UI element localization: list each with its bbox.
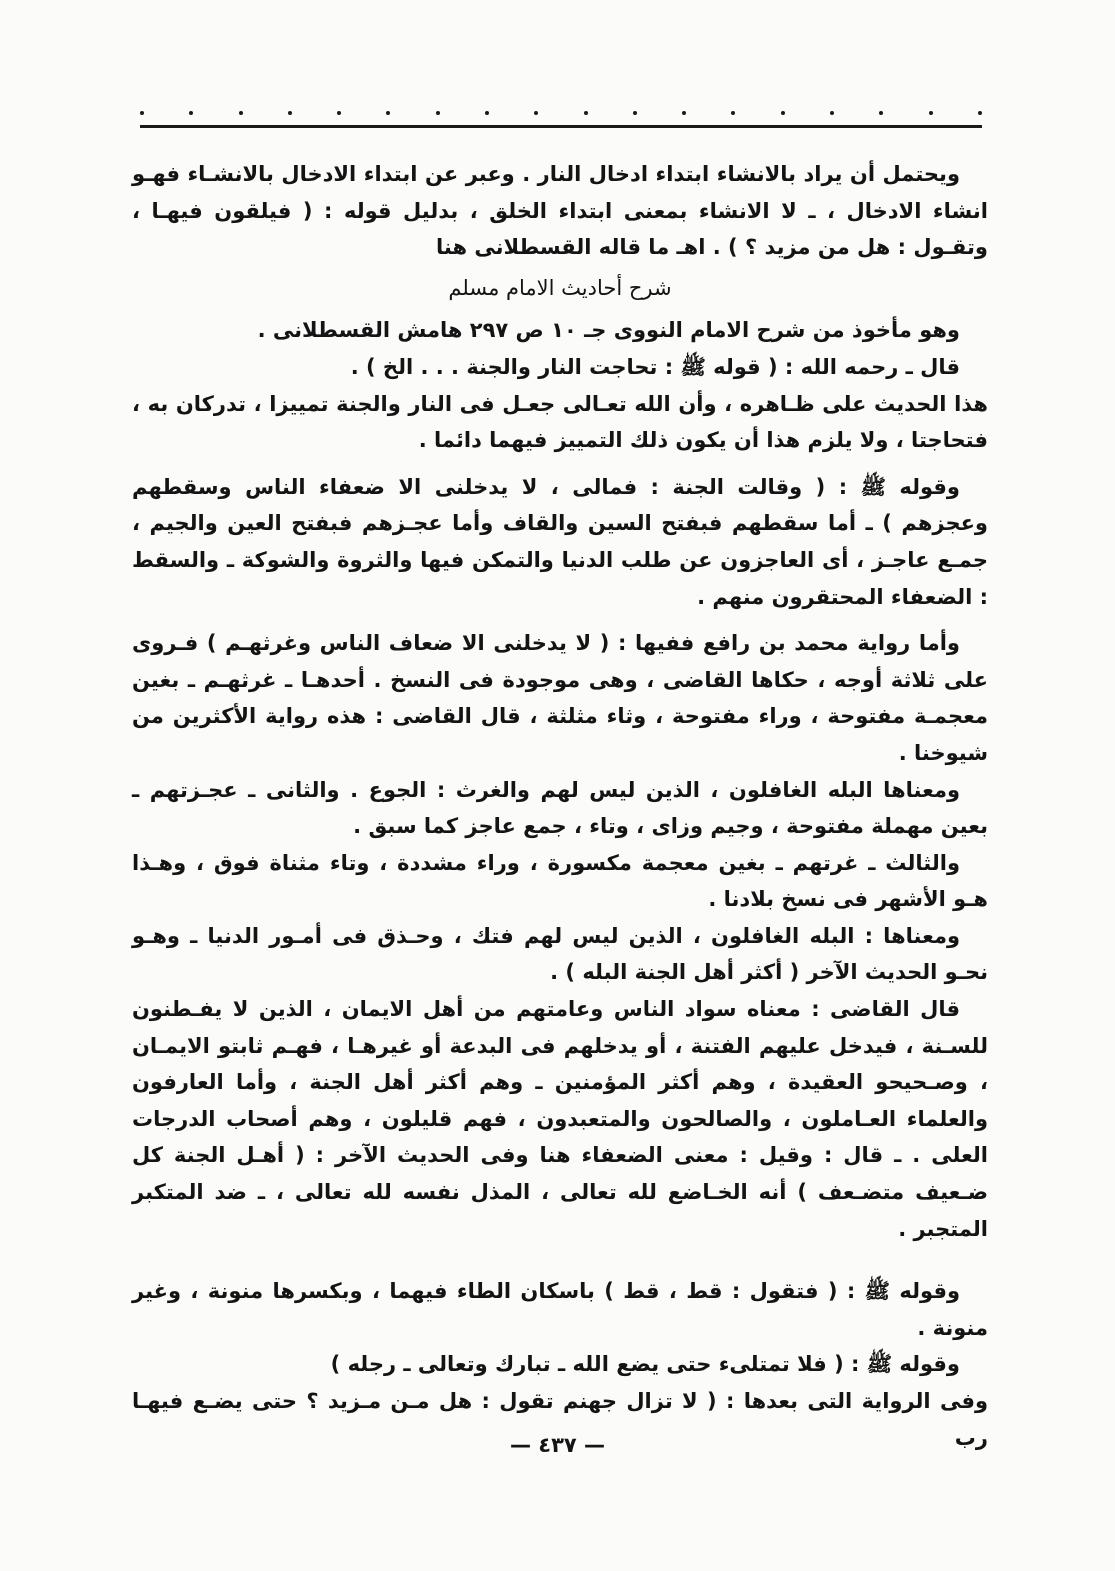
paragraph-meaning-1: ومعناها البله الغافلون ، الذين ليس لهم والغرث : الجوع . والثانى ـ عجـزتهم ـ بعين مهملة مفتوحة ، وجيم وزاى ، وتاء ، جمع عاجز كما سبق . bbox=[132, 777, 988, 839]
separator-dot bbox=[781, 111, 785, 115]
paragraph-hadith-2: وقوله ﷺ : ( فتقول : قط ، قط ) باسكان الطاء فيهما ، وبكسرها منونة ، وغير منونة . bbox=[132, 1279, 988, 1340]
separator-dot bbox=[337, 111, 341, 115]
paragraph-intro: ويحتمل أن يراد بالانشاء ابتداء ادخال النار . وعبر عن ابتداء الادخال بالانشـاء فهـو انشاء الادخال ، ـ لا الانشاء بمعنى ابتداء الخلق ، بدليل قوله : ( فيلقون فيهـا ، وتقـول : هل من مزيد ؟ ) . اهـ ما قاله القسطلانى هنا bbox=[132, 162, 988, 260]
paragraph-explanation: هذا الحديث على ظـاهره ، وأن الله تعـالى جعـل فى النار والجنة تمييزا ، تدركان به ، فتحاجتا ، ولا يلزم هذا أن يكون ذلك التمييز فيهما دائما . bbox=[132, 391, 988, 453]
paragraph-third: والثالث ـ غرتهم ـ بغين معجمة مكسورة ، وراء مشددة ، وتاء مثناة فوق ، وهـذا هـو الأشهر فى نسخ بلادنا . bbox=[132, 850, 988, 912]
separator-dot bbox=[239, 111, 243, 115]
paragraph-hadith-1: وقوله ﷺ : ( وقالت الجنة : فمالى ، لا يدخلنى الا ضعفاء الناس وسقطهم وعجزهم ) ـ أما سقطهم فبفتح السين والقاف وأما عجـزهم فبفتح العين والجيم ، جمـع عاجـز ، أى العاجزون عن طلب الدنيا والتمكن فيها والثروة والشوكة ـ والسقط : الضعفاء المحتقرون منهم . bbox=[132, 474, 988, 609]
paragraph-qadi: قال القاضى : معناه سواد الناس وعامتهم من أهل الايمان ، الذين لا يفـطنون للسـنة ، فيدخل عليهم الفتنة ، أو يدخلهم فى البدعة أو غيرهـا ، فهـم ثابتو الايمـان ، وصـحيحو العقيدة ، وهم أكثر المؤمنين ـ وهم أكثر أهل الجنة ، وأما العارفون والعلماء العـاملون ، والصالحون والمتعبدون ، فهم قليلون ، وهم أصحاب الدرجات العلى . ـ قال : وقيل : معنى الضعفاء هنا وفى الحديث الآخر : ( أهـل الجنة كل ضـعيف متضـعف ) أنه الخـاضع لله تعالى ، المذل نفسه لله تعالى ، ـ ضد المتكبر المتجبر . bbox=[132, 997, 988, 1241]
separator-dot bbox=[386, 111, 390, 115]
separator-dot bbox=[682, 111, 686, 115]
paragraph-quote: قال ـ رحمه الله : ( قوله ﷺ : تحاجت النار والجنة . . . الخ ) . bbox=[350, 354, 960, 379]
separator-dot bbox=[534, 111, 538, 115]
separator-dot bbox=[879, 111, 883, 115]
paragraph-narration: وأما رواية محمد بن رافع ففيها : ( لا يدخلنى الا ضعاف الناس وغرثهـم ) فـروى على ثلاثة أوجه ، حكاها القاضى ، وهى موجودة فى النسخ . أحدهـا ـ غرثهـم ـ بغين معجمـة مفتوحة ، وراء مفتوحة ، وثاء مثلثة ، قال القاضى : هذه رواية الأكثرين من شيوخنا . bbox=[132, 631, 988, 765]
separator-dot bbox=[830, 111, 834, 115]
separator-dot bbox=[929, 111, 933, 115]
section-heading: شرح أحاديث الامام مسلم bbox=[448, 275, 672, 300]
separator-dot bbox=[584, 111, 588, 115]
paragraph-hadith-3: وقوله ﷺ : ( فلا تمتلىء حتى يضع الله ـ تبارك وتعالى ـ رجله ) bbox=[330, 1352, 960, 1377]
separator-dot bbox=[633, 111, 637, 115]
separator-dot bbox=[288, 111, 292, 115]
paragraph-hadith-4: وفى الرواية التى بعدها : ( لا تزال جهنم تقول : هل مـن مـزيد ؟ حتى يضـع فيهـا رب bbox=[132, 1389, 988, 1450]
separator-dot bbox=[485, 111, 489, 115]
separator-dot bbox=[978, 111, 982, 115]
separator-dot bbox=[140, 111, 144, 115]
header-rule bbox=[140, 125, 982, 128]
separator-dot bbox=[731, 111, 735, 115]
paragraph-source: وهو مأخوذ من شرح الامام النووى جـ ١٠ ص ٢٩٧ هامش القسطلانى . bbox=[257, 318, 960, 343]
body-text bbox=[132, 156, 988, 1456]
separator-dot bbox=[436, 111, 440, 115]
separator-dot bbox=[189, 111, 193, 115]
dotted-separator bbox=[140, 106, 982, 120]
paragraph-meaning-2: ومعناها : البله الغافلون ، الذين ليس لهم فتك ، وحـذق فى أمـور الدنيا ـ وهـو نحـو الحديث الآخر ( أكثر أهل الجنة البله ) . bbox=[132, 923, 988, 985]
page-number: — ٤٣٧ — bbox=[509, 1433, 606, 1457]
